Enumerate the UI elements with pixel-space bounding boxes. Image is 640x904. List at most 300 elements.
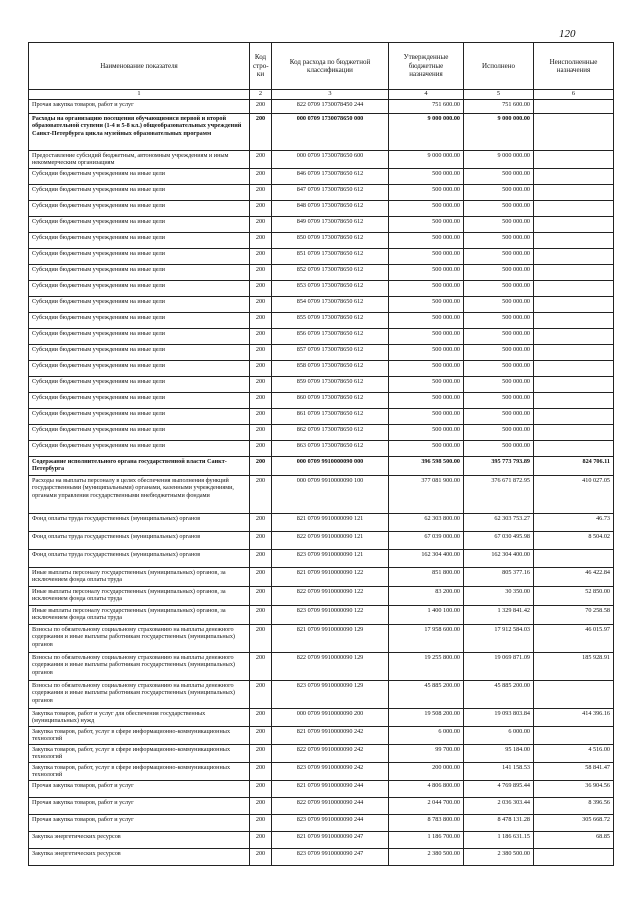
expense-code-cell: 855 0709 1730078650 612 [272,312,389,328]
table-row [29,652,614,680]
indicator-name-cell: Фонд оплаты труда государственных (муниципальных) органов [29,549,250,567]
table-body [29,100,614,866]
table-row [29,200,614,216]
table-row [29,726,614,744]
approved-amount-cell: 500 000.00 [389,168,464,184]
table-row [29,586,614,605]
table-row [29,280,614,296]
remaining-amount-cell: 70 258.58 [534,605,614,624]
executed-amount-cell: 1 186 631.15 [464,831,534,848]
remaining-amount-cell [534,312,614,328]
approved-amount-cell: 500 000.00 [389,392,464,408]
approved-amount-cell: 19 255 800.00 [389,652,464,680]
expense-code-cell: 822 0709 9910000090 122 [272,586,389,605]
remaining-amount-cell: 46 015.97 [534,624,614,652]
expense-code-cell: 821 0709 9910000090 129 [272,624,389,652]
indicator-name-cell: Субсидии бюджетным учреждениям на иные цели [29,424,250,440]
executed-amount-cell: 500 000.00 [464,232,534,248]
remaining-amount-cell [534,344,614,360]
remaining-amount-cell [534,360,614,376]
indicator-name-cell: Закупка товаров, работ, услуг в сфере информационно-коммуникационных технологий [29,744,250,762]
expense-code-cell: 823 0709 9910000090 247 [272,848,389,865]
line-code-cell: 200 [250,312,272,328]
approved-amount-cell: 396 598 500.00 [389,456,464,475]
table-row [29,376,614,392]
executed-amount-cell: 62 303 753.27 [464,513,534,531]
approved-amount-cell: 8 783 800.00 [389,814,464,831]
line-code-cell: 200 [250,392,272,408]
header-executed: Исполнено [464,43,534,90]
indicator-name-cell: Прочая закупка товаров, работ и услуг [29,780,250,797]
line-code-cell: 200 [250,726,272,744]
remaining-amount-cell: 185 928.91 [534,652,614,680]
approved-amount-cell: 500 000.00 [389,424,464,440]
executed-amount-cell: 19 093 803.84 [464,708,534,726]
executed-amount-cell: 6 000.00 [464,726,534,744]
executed-amount-cell: 500 000.00 [464,264,534,280]
remaining-amount-cell [534,424,614,440]
executed-amount-cell: 45 885 200.00 [464,680,534,708]
table-row [29,567,614,586]
table-row [29,296,614,312]
indicator-name-cell: Прочая закупка товаров, работ и услуг [29,797,250,814]
table-row [29,312,614,328]
approved-amount-cell: 500 000.00 [389,344,464,360]
executed-amount-cell: 2 380 500.00 [464,848,534,865]
indicator-name-cell: Субсидии бюджетным учреждениям на иные цели [29,312,250,328]
indicator-name-cell: Субсидии бюджетным учреждениям на иные цели [29,184,250,200]
line-code-cell: 200 [250,264,272,280]
line-code-cell: 200 [250,780,272,797]
expense-code-cell: 848 0709 1730078650 612 [272,200,389,216]
table-row [29,762,614,780]
indicator-name-cell: Закупка товаров, работ, услуг в сфере информационно-коммуникационных технологий [29,762,250,780]
line-code-cell: 200 [250,605,272,624]
table-row [29,549,614,567]
line-code-cell: 200 [250,831,272,848]
table-row [29,624,614,652]
remaining-amount-cell: 46 422.84 [534,567,614,586]
table-row [29,328,614,344]
executed-amount-cell: 67 030 495.98 [464,531,534,549]
header-approved: Утвержденные бюджетные назначения [389,43,464,90]
expense-code-cell: 821 0709 9910000090 122 [272,567,389,586]
executed-amount-cell: 500 000.00 [464,440,534,456]
indicator-name-cell: Субсидии бюджетным учреждениям на иные цели [29,296,250,312]
approved-amount-cell: 1 186 700.00 [389,831,464,848]
line-code-cell: 200 [250,848,272,865]
line-code-cell: 200 [250,184,272,200]
line-code-cell: 200 [250,424,272,440]
expense-code-cell: 000 0709 9910000090 000 [272,456,389,475]
executed-amount-cell: 500 000.00 [464,296,534,312]
indicator-name-cell: Взносы по обязательному социальному страхованию на выплаты денежного содержания и иные выплаты работникам государственных (муниципальных) органов [29,652,250,680]
executed-amount-cell: 500 000.00 [464,216,534,232]
line-code-cell: 200 [250,708,272,726]
executed-amount-cell: 805 377.16 [464,567,534,586]
approved-amount-cell: 4 806 800.00 [389,780,464,797]
line-code-cell: 200 [250,376,272,392]
expense-code-cell: 823 0709 9910000090 121 [272,549,389,567]
approved-amount-cell: 500 000.00 [389,232,464,248]
line-code-cell: 200 [250,408,272,424]
approved-amount-cell: 83 200.00 [389,586,464,605]
approved-amount-cell: 500 000.00 [389,280,464,296]
indicator-name-cell: Субсидии бюджетным учреждениям на иные цели [29,328,250,344]
remaining-amount-cell [534,680,614,708]
executed-amount-cell: 500 000.00 [464,360,534,376]
indicator-name-cell: Взносы по обязательному социальному страхованию на выплаты денежного содержания и иные выплаты работникам государственных (муниципальных) органов [29,624,250,652]
approved-amount-cell: 6 000.00 [389,726,464,744]
approved-amount-cell: 851 800.00 [389,567,464,586]
expense-code-cell: 861 0709 1730078650 612 [272,408,389,424]
line-code-cell: 200 [250,216,272,232]
expense-code-cell: 846 0709 1730078650 612 [272,168,389,184]
expense-code-cell: 822 0709 9910000090 121 [272,531,389,549]
table-row [29,248,614,264]
expense-code-cell: 863 0709 1730078650 612 [272,440,389,456]
line-code-cell: 200 [250,296,272,312]
executed-amount-cell: 376 671 872.95 [464,475,534,513]
indicator-name-cell: Субсидии бюджетным учреждениям на иные цели [29,344,250,360]
remaining-amount-cell [534,726,614,744]
remaining-amount-cell [534,328,614,344]
indicator-name-cell: Закупка энергетических ресурсов [29,831,250,848]
expense-code-cell: 850 0709 1730078650 612 [272,232,389,248]
line-code-cell: 200 [250,456,272,475]
line-code-cell: 200 [250,814,272,831]
table-row [29,848,614,865]
table-row [29,114,614,151]
executed-amount-cell: 4 769 895.44 [464,780,534,797]
remaining-amount-cell [534,408,614,424]
expense-code-cell: 823 0709 9910000090 122 [272,605,389,624]
indicator-name-cell: Субсидии бюджетным учреждениям на иные цели [29,280,250,296]
column-number-row [29,90,614,100]
remaining-amount-cell [534,200,614,216]
indicator-name-cell: Субсидии бюджетным учреждениям на иные цели [29,392,250,408]
indicator-name-cell: Содержание исполнительного органа государственной власти Санкт-Петербурга [29,456,250,475]
table-row [29,392,614,408]
remaining-amount-cell: 4 516.00 [534,744,614,762]
column-number: 6 [534,90,614,100]
indicator-name-cell: Субсидии бюджетным учреждениям на иные цели [29,248,250,264]
header-remaining: Неисполненные назначения [534,43,614,90]
approved-amount-cell: 751 600.00 [389,100,464,114]
table-row [29,531,614,549]
table-row [29,168,614,184]
indicator-name-cell: Субсидии бюджетным учреждениям на иные цели [29,360,250,376]
indicator-name-cell: Иные выплаты персоналу государственных (муниципальных) органов, за исключением фонда оплаты труда [29,605,250,624]
table-row [29,408,614,424]
approved-amount-cell: 500 000.00 [389,248,464,264]
executed-amount-cell: 8 478 131.28 [464,814,534,831]
indicator-name-cell: Закупка товаров, работ и услуг для обеспечения государственных (муниципальных) нужд [29,708,250,726]
remaining-amount-cell [534,184,614,200]
line-code-cell: 200 [250,232,272,248]
remaining-amount-cell: 305 668.72 [534,814,614,831]
executed-amount-cell: 751 600.00 [464,100,534,114]
remaining-amount-cell [534,248,614,264]
approved-amount-cell: 500 000.00 [389,264,464,280]
table-row [29,184,614,200]
expense-code-cell: 821 0709 9910000090 121 [272,513,389,531]
expense-code-cell: 858 0709 1730078650 612 [272,360,389,376]
remaining-amount-cell [534,440,614,456]
indicator-name-cell: Субсидии бюджетным учреждениям на иные цели [29,408,250,424]
executed-amount-cell: 9 000 000.00 [464,151,534,169]
approved-amount-cell: 1 400 100.00 [389,605,464,624]
table-header [29,43,614,100]
approved-amount-cell: 2 044 700.00 [389,797,464,814]
expense-code-cell: 000 0709 1730078650 600 [272,151,389,169]
table-row [29,797,614,814]
remaining-amount-cell [534,848,614,865]
remaining-amount-cell [534,216,614,232]
table-row [29,232,614,248]
remaining-amount-cell [534,100,614,114]
remaining-amount-cell: 68.85 [534,831,614,848]
remaining-amount-cell: 410 027.05 [534,475,614,513]
expense-code-cell: 821 0709 9910000090 244 [272,780,389,797]
approved-amount-cell: 500 000.00 [389,312,464,328]
header-row [29,43,614,90]
approved-amount-cell: 377 081 900.00 [389,475,464,513]
indicator-name-cell: Субсидии бюджетным учреждениям на иные цели [29,440,250,456]
header-expense-code: Код расхода по бюджетной классификации [272,43,389,90]
line-code-cell: 200 [250,567,272,586]
remaining-amount-cell [534,114,614,151]
approved-amount-cell: 99 700.00 [389,744,464,762]
table-row [29,680,614,708]
executed-amount-cell: 2 036 303.44 [464,797,534,814]
indicator-name-cell: Расходы на выплаты персоналу в целях обеспечения выполнения функций государственными (муниципальными) органами, казенными учреждениями, органами управления государственными внебюджетными фондами [29,475,250,513]
remaining-amount-cell [534,168,614,184]
remaining-amount-cell: 58 841.47 [534,762,614,780]
indicator-name-cell: Субсидии бюджетным учреждениям на иные цели [29,216,250,232]
approved-amount-cell: 500 000.00 [389,216,464,232]
executed-amount-cell: 500 000.00 [464,344,534,360]
table-row [29,151,614,169]
executed-amount-cell: 1 329 841.42 [464,605,534,624]
approved-amount-cell: 67 039 000.00 [389,531,464,549]
column-number: 4 [389,90,464,100]
approved-amount-cell: 19 508 200.00 [389,708,464,726]
line-code-cell: 200 [250,531,272,549]
expense-code-cell: 823 0709 9910000090 242 [272,762,389,780]
indicator-name-cell: Иные выплаты персоналу государственных (муниципальных) органов, за исключением фонда оплаты труда [29,586,250,605]
executed-amount-cell: 500 000.00 [464,392,534,408]
executed-amount-cell: 395 773 793.89 [464,456,534,475]
remaining-amount-cell: 414 396.16 [534,708,614,726]
line-code-cell: 200 [250,624,272,652]
line-code-cell: 200 [250,475,272,513]
remaining-amount-cell [534,376,614,392]
indicator-name-cell: Субсидии бюджетным учреждениям на иные цели [29,264,250,280]
column-number: 5 [464,90,534,100]
indicator-name-cell: Расходы на организацию посещения обучающимися первой и второй образовательной ступени (1-4 и 5-8 кл.) общеобразовательных учреждений Санкт-Петербурга цикла музейных образовательных программ [29,114,250,151]
approved-amount-cell: 500 000.00 [389,328,464,344]
table-row [29,456,614,475]
executed-amount-cell: 500 000.00 [464,312,534,328]
executed-amount-cell: 162 304 400.00 [464,549,534,567]
expense-code-cell: 822 0709 9910000090 244 [272,797,389,814]
line-code-cell: 200 [250,586,272,605]
executed-amount-cell: 17 912 584.03 [464,624,534,652]
executed-amount-cell: 500 000.00 [464,248,534,264]
header-indicator-name: Наименование показателя [29,43,250,90]
executed-amount-cell: 500 000.00 [464,200,534,216]
executed-amount-cell: 500 000.00 [464,168,534,184]
approved-amount-cell: 500 000.00 [389,296,464,312]
executed-amount-cell: 95 184.00 [464,744,534,762]
expense-code-cell: 822 0709 9910000090 242 [272,744,389,762]
header-line-code: Код стро- ки [250,43,272,90]
line-code-cell: 200 [250,549,272,567]
line-code-cell: 200 [250,762,272,780]
table-row [29,440,614,456]
executed-amount-cell: 500 000.00 [464,408,534,424]
remaining-amount-cell: 824 706.11 [534,456,614,475]
approved-amount-cell: 62 303 800.00 [389,513,464,531]
indicator-name-cell: Прочая закупка товаров, работ и услуг [29,100,250,114]
expense-code-cell: 853 0709 1730078650 612 [272,280,389,296]
remaining-amount-cell [534,280,614,296]
expense-code-cell: 856 0709 1730078650 612 [272,328,389,344]
line-code-cell: 200 [250,797,272,814]
approved-amount-cell: 9 000 000.00 [389,114,464,151]
line-code-cell: 200 [250,652,272,680]
remaining-amount-cell [534,549,614,567]
executed-amount-cell: 500 000.00 [464,184,534,200]
table-row [29,831,614,848]
approved-amount-cell: 17 958 600.00 [389,624,464,652]
executed-amount-cell: 9 000 000.00 [464,114,534,151]
line-code-cell: 200 [250,114,272,151]
column-number: 2 [250,90,272,100]
indicator-name-cell: Субсидии бюджетным учреждениям на иные цели [29,232,250,248]
indicator-name-cell: Закупка энергетических ресурсов [29,848,250,865]
table-row [29,814,614,831]
expense-code-cell: 822 0709 9910000090 129 [272,652,389,680]
table-row [29,424,614,440]
table-row [29,780,614,797]
indicator-name-cell: Прочая закупка товаров, работ и услуг [29,814,250,831]
executed-amount-cell: 30 350.00 [464,586,534,605]
executed-amount-cell: 500 000.00 [464,376,534,392]
executed-amount-cell: 141 158.53 [464,762,534,780]
expense-code-cell: 849 0709 1730078650 612 [272,216,389,232]
line-code-cell: 200 [250,360,272,376]
budget-execution-table [28,42,614,866]
expense-code-cell: 000 0709 9910000090 100 [272,475,389,513]
remaining-amount-cell [534,232,614,248]
table-row [29,360,614,376]
remaining-amount-cell [534,296,614,312]
remaining-amount-cell [534,392,614,408]
line-code-cell: 200 [250,680,272,708]
table-row [29,344,614,360]
table-row [29,100,614,114]
expense-code-cell: 852 0709 1730078650 612 [272,264,389,280]
remaining-amount-cell: 36 904.56 [534,780,614,797]
expense-code-cell: 000 0709 9910000090 200 [272,708,389,726]
expense-code-cell: 851 0709 1730078650 612 [272,248,389,264]
line-code-cell: 200 [250,248,272,264]
expense-code-cell: 854 0709 1730078650 612 [272,296,389,312]
line-code-cell: 200 [250,440,272,456]
executed-amount-cell: 500 000.00 [464,328,534,344]
executed-amount-cell: 500 000.00 [464,280,534,296]
line-code-cell: 200 [250,200,272,216]
approved-amount-cell: 200 000.00 [389,762,464,780]
expense-code-cell: 823 0709 9910000090 129 [272,680,389,708]
approved-amount-cell: 2 380 500.00 [389,848,464,865]
table-row [29,216,614,232]
column-number: 1 [29,90,250,100]
table-row [29,264,614,280]
approved-amount-cell: 500 000.00 [389,184,464,200]
line-code-cell: 200 [250,344,272,360]
table-row [29,708,614,726]
approved-amount-cell: 500 000.00 [389,360,464,376]
line-code-cell: 200 [250,100,272,114]
expense-code-cell: 862 0709 1730078650 612 [272,424,389,440]
page-number: 120 [559,28,576,40]
expense-code-cell: 857 0709 1730078650 612 [272,344,389,360]
expense-code-cell: 822 0709 1730078450 244 [272,100,389,114]
remaining-amount-cell [534,151,614,169]
executed-amount-cell: 19 069 871.09 [464,652,534,680]
indicator-name-cell: Фонд оплаты труда государственных (муниципальных) органов [29,531,250,549]
approved-amount-cell: 9 000 000.00 [389,151,464,169]
executed-amount-cell: 500 000.00 [464,424,534,440]
table-row [29,605,614,624]
remaining-amount-cell: 8 504.02 [534,531,614,549]
table-row [29,744,614,762]
indicator-name-cell: Предоставление субсидий бюджетным, автономным учреждениям и иным некоммерческим организациям [29,151,250,169]
approved-amount-cell: 500 000.00 [389,440,464,456]
line-code-cell: 200 [250,280,272,296]
line-code-cell: 200 [250,513,272,531]
remaining-amount-cell: 8 396.56 [534,797,614,814]
table-row [29,513,614,531]
remaining-amount-cell: 46.73 [534,513,614,531]
indicator-name-cell: Субсидии бюджетным учреждениям на иные цели [29,200,250,216]
indicator-name-cell: Закупка товаров, работ, услуг в сфере информационно-коммуникационных технологий [29,726,250,744]
line-code-cell: 200 [250,328,272,344]
indicator-name-cell: Иные выплаты персоналу государственных (муниципальных) органов, за исключением фонда оплаты труда [29,567,250,586]
expense-code-cell: 821 0709 9910000090 242 [272,726,389,744]
approved-amount-cell: 500 000.00 [389,200,464,216]
indicator-name-cell: Фонд оплаты труда государственных (муниципальных) органов [29,513,250,531]
line-code-cell: 200 [250,744,272,762]
approved-amount-cell: 162 304 400.00 [389,549,464,567]
approved-amount-cell: 45 885 200.00 [389,680,464,708]
indicator-name-cell: Субсидии бюджетным учреждениям на иные цели [29,168,250,184]
table-row [29,475,614,513]
remaining-amount-cell: 52 850.00 [534,586,614,605]
expense-code-cell: 000 0709 1730078650 000 [272,114,389,151]
approved-amount-cell: 500 000.00 [389,376,464,392]
indicator-name-cell: Субсидии бюджетным учреждениям на иные цели [29,376,250,392]
column-number: 3 [272,90,389,100]
indicator-name-cell: Взносы по обязательному социальному страхованию на выплаты денежного содержания и иные выплаты работникам государственных (муниципальных) органов [29,680,250,708]
line-code-cell: 200 [250,168,272,184]
remaining-amount-cell [534,264,614,280]
expense-code-cell: 847 0709 1730078650 612 [272,184,389,200]
line-code-cell: 200 [250,151,272,169]
